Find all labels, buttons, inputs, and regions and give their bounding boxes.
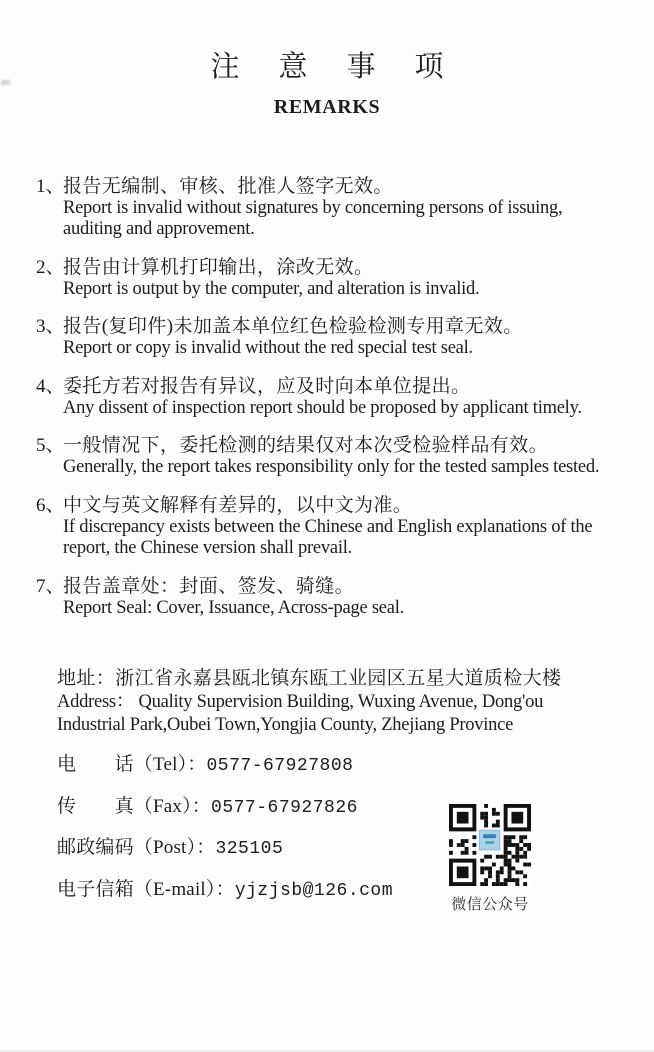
remark-text-zh: 报告无编制、审核、批准人签字无效。: [63, 175, 393, 197]
remark-text-en: Report or copy is invalid without the red special test seal.: [63, 338, 473, 359]
remark-item-4: [36, 376, 618, 420]
fax-value: 0577-67927826: [211, 797, 358, 818]
remark-text-zh: 中文与英文解释有差异的，以中文为准。: [63, 494, 413, 516]
address-en: Address： Quality Supervision Building, Wuxing Avenue, Dong'ou Industrial Park,Oubei Town,Yongjia County, Zhejiang Province: [57, 692, 544, 735]
remark-item-3: [36, 316, 618, 360]
remark-item-5: [36, 435, 618, 479]
remark-text-en: Any dissent of inspection report should be proposed by applicant timely.: [63, 397, 582, 418]
remark-number: 3、: [36, 316, 65, 338]
remark-text-zh: 报告由计算机打印输出，涂改无效。: [63, 256, 374, 278]
post-value: 325105: [215, 839, 284, 860]
page-subtitle: REMARKS: [273, 95, 381, 118]
remark-text-en: Generally, the report takes responsibility only for the tested samples tested.: [63, 457, 600, 478]
contact-row-tel: [57, 749, 437, 777]
remark-text-en: Report Seal: Cover, Issuance, Across-page seal.: [63, 597, 404, 618]
qr-caption: 微信公众号: [451, 897, 529, 913]
remark-number: 7、: [36, 575, 65, 597]
remarks-list: [36, 176, 618, 620]
tel-label: 电 话（Tel）：: [57, 754, 207, 776]
contact-list: [57, 749, 437, 901]
remark-text-zh: 委托方若对报告有异议，应及时向本单位提出。: [63, 375, 471, 397]
remarks-page: [0, 52, 654, 1052]
contact-row-email: [57, 874, 437, 901]
remark-text-en: Report is invalid without signatures by concerning persons of issuing, auditing and approvement.: [63, 197, 563, 240]
wechat-qr-block: [449, 804, 531, 914]
remark-text-zh: 一般情况下，委托检测的结果仅对本次受检验样品有效。: [63, 435, 549, 457]
remark-item-1: [36, 176, 618, 241]
email-value: yjzjsb@126.com: [234, 880, 394, 901]
remark-number: 1、: [36, 175, 65, 197]
post-label: 邮政编码（Post）：: [57, 837, 216, 859]
address-block: [57, 666, 615, 736]
remark-item-2: [36, 257, 618, 301]
remark-text-zh: 报告(复印件)未加盖本单位红色检验检测专用章无效。: [63, 316, 523, 338]
remark-text-zh: 报告盖章处：封面、签发、骑缝。: [63, 575, 355, 597]
scan-smudge-mark: [1, 80, 10, 86]
page-title-text: 注意事项: [210, 51, 483, 83]
fax-label: 传 真（Fax）：: [57, 795, 212, 817]
tel-value: 0577-67927808: [206, 756, 354, 777]
remark-item-7: [36, 576, 618, 620]
remark-item-6: [36, 495, 618, 560]
address-zh: 地址：浙江省永嘉县瓯北镇东瓯工业园区五星大道质检大楼: [57, 668, 562, 690]
contact-row-post: [57, 832, 437, 860]
remark-text-en: Report is output by the computer, and alteration is invalid.: [63, 278, 480, 299]
remark-number: 4、: [36, 375, 65, 397]
page-title: [0, 52, 654, 84]
remark-number: 2、: [36, 256, 65, 278]
remark-number: 5、: [36, 435, 65, 457]
email-label: 电子信箱（E-mail）：: [57, 878, 235, 900]
qr-center-logo: [479, 830, 500, 850]
remark-text-en: If discrepancy exists between the Chinese and English explanations of the report, the Chinese version shall prevail.: [63, 516, 593, 559]
wechat-qr-code-icon: [449, 804, 531, 886]
contact-row-fax: [57, 791, 437, 818]
remark-number: 6、: [36, 494, 65, 516]
